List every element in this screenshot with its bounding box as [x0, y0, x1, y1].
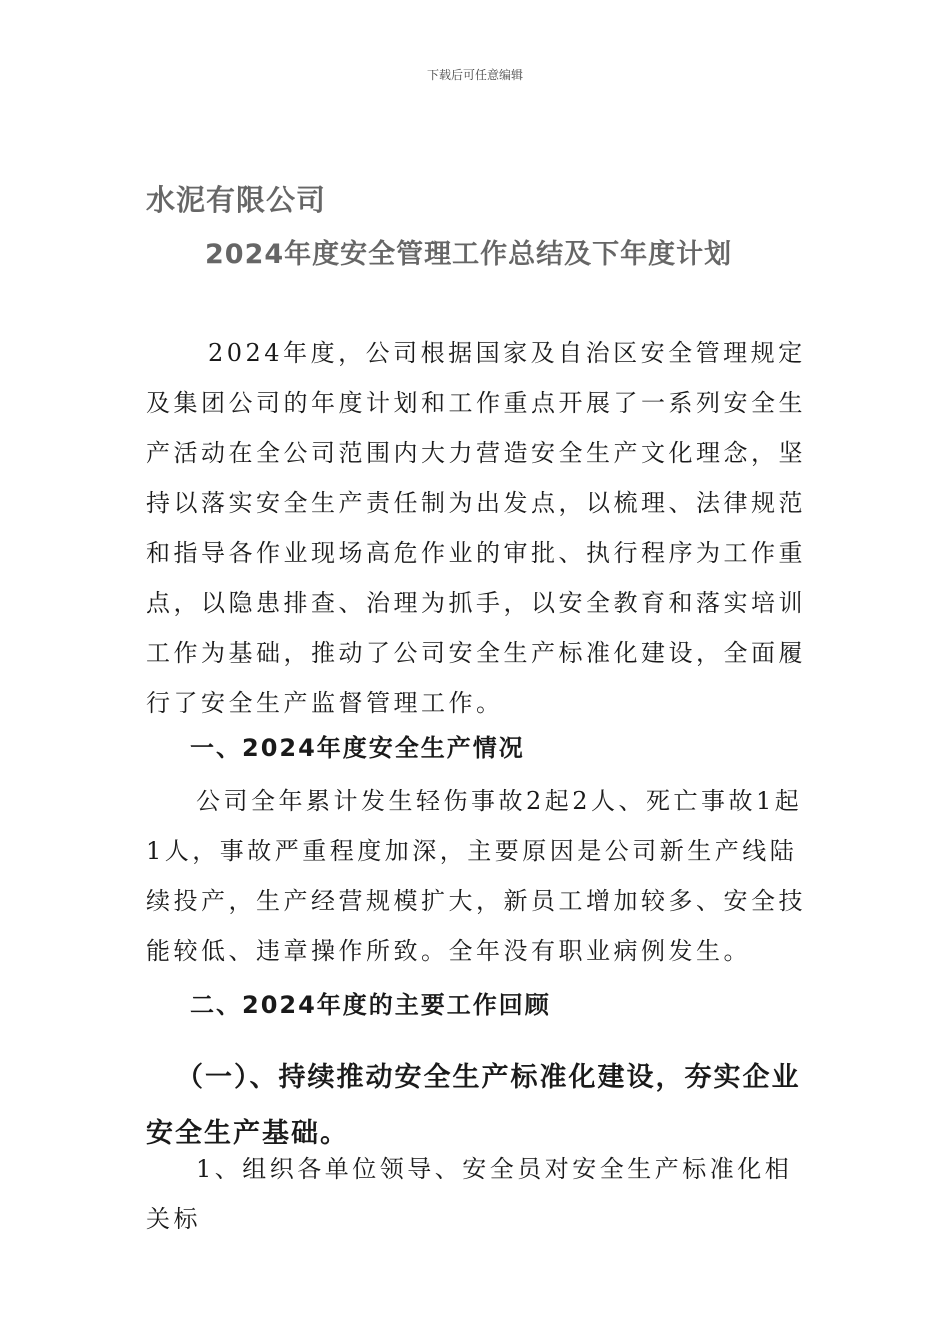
section1-heading: 一、2024年度安全生产情况	[190, 734, 525, 762]
document-title: 2024年度安全管理工作总结及下年度计划	[205, 239, 733, 270]
item1-paragraph: 1、组织各单位领导、安全员对安全生产标准化相关标	[146, 1155, 793, 1233]
intro-paragraph: 2024年度，公司根据国家及自治区安全管理规定及集团公司的年度计划和工作重点开展了一系列安全生产活动在全公司范围内大力营造安全生产文化理念，坚持以落实安全生产责任制为出发点，以梳理、法律规范和指导各作业现场高危作业的审批、执行程序为工作重点，以隐患排查、治理为抓手，以安全教育和落实培训工作为基础，推动了公司安全生产标准化建设，全面履行了安全生产监督管理工作。	[146, 339, 806, 717]
company-name: 水泥有限公司	[146, 183, 327, 217]
header-note: 下载后可任意编辑	[426, 68, 523, 82]
subsection1-heading: （一）、持续推动安全生产标准化建设，夯实企业安全生产基础。	[146, 1062, 801, 1149]
section1-paragraph: 公司全年累计发生轻伤事故2起2人、死亡事故1起1人，事故严重程度加深，主要原因是公司新生产线陆续投产，生产经营规模扩大，新员工增加较多、安全技能较低、违章操作所致。全年没有职业病例发生。	[146, 787, 806, 965]
section2-heading: 二、2024年度的主要工作回顾	[190, 991, 551, 1019]
